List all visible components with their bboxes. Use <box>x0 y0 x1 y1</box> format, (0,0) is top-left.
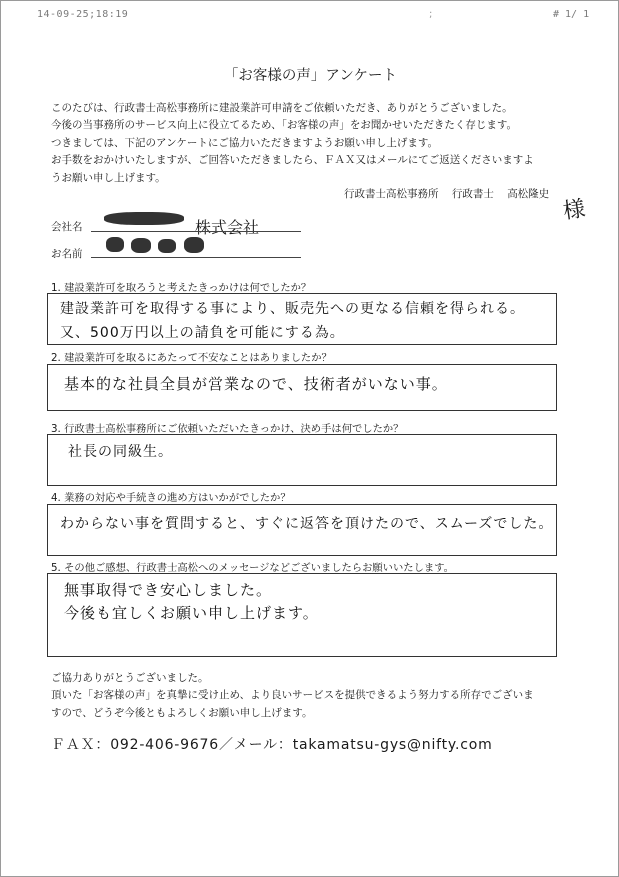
handwritten-sama: 様 <box>561 196 587 225</box>
answer-3-line-1: 社長の同級生。 <box>68 444 173 460</box>
closing-line: 頂いた「お客様の声」を真摯に受け止め、より良いサービスを提供できるよう努力する所存でございま <box>51 689 534 702</box>
fax-page-number: # 1/ 1 <box>553 9 590 20</box>
name-redaction <box>184 237 204 253</box>
answer-box-1 <box>47 293 557 345</box>
intro-line: うお願い申し上げます。 <box>51 171 166 184</box>
answer-4-line-1: わからない事を質問すると、すぐに返答を頂けたので、スムーズでした。 <box>60 516 554 532</box>
answer-box-3 <box>47 434 557 486</box>
intro-line: つきましては、下記のアンケートにご協力いただきますようお願い申し上げます。 <box>51 136 439 149</box>
answer-1-line-1: 建設業許可を取得する事により、販売先への更なる信頼を得られる。 <box>60 301 525 317</box>
fax-separator: ; <box>429 9 433 20</box>
answer-box-4 <box>47 504 557 556</box>
name-redaction <box>158 239 176 253</box>
closing-line: ご協力ありがとうございました。 <box>51 672 209 684</box>
office-title: 行政書士 <box>451 188 494 200</box>
name-label: お名前 <box>51 248 83 260</box>
name-underline <box>91 257 301 258</box>
answer-5-line-2: 今後も宜しくお願い申し上げます。 <box>64 604 319 622</box>
contact-info: ＦＡＸ：092-406-9676／メール：takamatsu-gys@nifty.com <box>51 737 493 753</box>
company-redaction <box>104 212 184 225</box>
intro-line: お手数をおかけいたしますが、ご回答いただきましたら、ＦＡＸ又はメールにてご返送くださいますよ <box>51 154 534 167</box>
intro-line: 今後の当事務所のサービス向上に役立てるため、「お客様の声」をお聞かせいただきたく存じます。 <box>51 119 517 132</box>
intro-line: このたびは、行政書士高松事務所に建設業許可申請をご依頼いただき、ありがとうございました。 <box>51 102 513 114</box>
closing-line: すので、どうぞ今後ともよろしくお願い申し上げます。 <box>51 706 313 719</box>
office-person: 高松隆史 <box>507 188 550 200</box>
name-redaction <box>131 238 151 253</box>
answer-2-line-1: 基本的な社員全員が営業なので、技術者がいない事。 <box>64 375 448 393</box>
office-name: 行政書士高松事務所 <box>344 188 439 200</box>
company-value: 株式会社 <box>195 218 260 237</box>
answer-5-line-1: 無事取得でき安心しました。 <box>64 581 273 599</box>
question-2: 2. 建設業許可を取るにあたって不安なことはありましたか？ <box>51 352 332 364</box>
question-1: 1. 建設業許可を取ろうと考えたきっかけは何でしたか？ <box>51 282 312 294</box>
answer-1-line-2: 又、500万円以上の請負を可能にする為。 <box>60 325 345 341</box>
question-4: 4. 業務の対応や手続きの進め方はいかがでしたか？ <box>51 492 291 504</box>
answer-box-5 <box>47 573 557 657</box>
office-signature <box>344 186 549 201</box>
company-label: 会社名 <box>51 221 83 233</box>
name-redaction <box>106 237 124 252</box>
answer-box-2 <box>47 364 557 411</box>
fax-timestamp: 14-09-25;18:19 <box>37 9 129 20</box>
company-underline <box>91 231 301 232</box>
survey-title: 「お客様の声」アンケート <box>223 68 398 84</box>
question-5: 5. その他ご感想、行政書士高松へのメッセージなどございましたらお願いいたします。 <box>51 562 454 574</box>
question-3: 3. 行政書士高松事務所にご依頼いただいたきっかけ、決め手は何でしたか？ <box>51 423 404 435</box>
closing-text <box>51 670 571 722</box>
intro-text <box>51 100 581 187</box>
